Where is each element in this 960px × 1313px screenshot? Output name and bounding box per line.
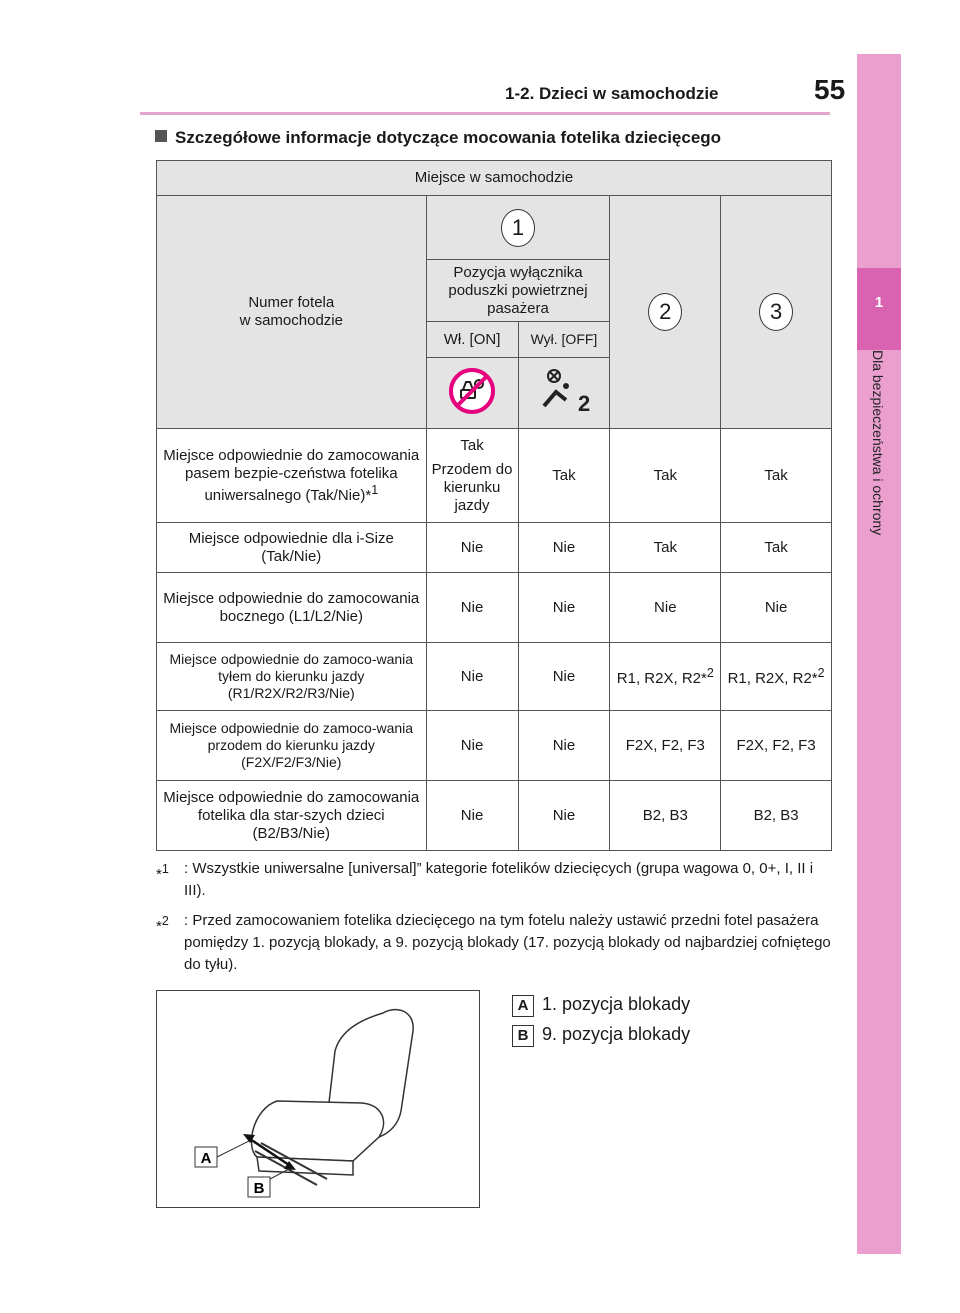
legend-item-a <box>512 994 690 1017</box>
row-1-seat3: Tak <box>721 429 832 523</box>
row-3-seat2: Nie <box>610 573 721 643</box>
side-tab <box>857 54 901 1254</box>
footnote-2: *$^2$ : Przed zamocowaniem fotelika dziecięcego na tym fotelu należy ustawić przedni fotel pasażera pomiędzy 1. pozycją blokady, a 9. pozycją blokady (17. pozycją blokady od najbardziej cofniętego do tyłu). <box>156 912 831 973</box>
seat-2-number: 2 <box>648 293 682 331</box>
seat-number-label: Numer fotela w samochodzie <box>157 196 427 429</box>
row-3-on: Nie <box>426 573 518 643</box>
row-4-label: Miejsce odpowiednie do zamoco-wania tyłem do kierunku jazdy (R1/R2X/R2/R3/Nie) <box>157 643 427 711</box>
section-title <box>155 128 721 148</box>
seat-2-header <box>610 196 721 429</box>
page-number: 55 <box>814 74 846 105</box>
seat-3-header <box>721 196 832 429</box>
chapter-number: 1 <box>874 294 884 311</box>
row-4-off: Nie <box>518 643 610 711</box>
row-2-seat3: Tak <box>721 523 832 573</box>
row-6-off: Nie <box>518 781 610 851</box>
airbag-on-prohibited-icon <box>447 366 497 416</box>
airbag-switch-label: Pozycja wyłącznika poduszki powietrznej pasażera <box>426 260 610 322</box>
row-1-on: Tak Przodem do kierunku jazdy <box>426 429 518 523</box>
row-5-seat2: F2X, F2, F3 <box>610 711 721 781</box>
row-5-label: Miejsce odpowiednie do zamoco-wania przodem do kierunku jazdy (F2X/F2/F3/Nie) <box>157 711 427 781</box>
row-3-label: Miejsce odpowiednie do zamocowania bocznego (L1/L2/Nie) <box>157 573 427 643</box>
car-seat-icon <box>157 991 479 1207</box>
bullet-square-icon <box>155 130 167 142</box>
seat-1-number: 1 <box>501 209 535 247</box>
seat-3-number: 3 <box>759 293 793 331</box>
row-6-on: Nie <box>426 781 518 851</box>
row-5-off: Nie <box>518 711 610 781</box>
switch-on-label: Wł. [ON] <box>426 322 518 358</box>
legend-item-b <box>512 1024 690 1047</box>
section-heading: 1-2. Dzieci w samochodzie <box>505 84 719 103</box>
airbag-on-icon-cell <box>426 358 518 429</box>
illustration-label-b: B <box>253 1180 265 1197</box>
row-1-seat2: Tak <box>610 429 721 523</box>
seat-illustration <box>156 990 480 1208</box>
row-6-label: Miejsce odpowiednie do zamocowania fotelika dla star-szych dzieci (B2/B3/Nie) <box>157 781 427 851</box>
legend-text-a: 1. pozycja blokady <box>542 994 691 1014</box>
footnote-1: *$^1$ : Wszystkie uniwersalne [universal]” kategorie fotelików dziecięcych (grupa wagowa 0, 0+, I, II i III). <box>156 860 814 899</box>
seat-1-header <box>426 196 610 260</box>
row-3-off: Nie <box>518 573 610 643</box>
legend-key-b: B <box>512 1025 534 1047</box>
switch-off-label: Wył. [OFF] <box>518 322 610 358</box>
airbag-off-icon <box>536 366 592 416</box>
row-2-off: Nie <box>518 523 610 573</box>
row-2-seat2: Tak <box>610 523 721 573</box>
row-1-off: Tak <box>518 429 610 523</box>
row-4-on: Nie <box>426 643 518 711</box>
row-3-seat3: Nie <box>721 573 832 643</box>
illustration-label-a: A <box>200 1150 212 1167</box>
row-6-seat2: B2, B3 <box>610 781 721 851</box>
section-title-text: Szczegółowe informacje dotyczące mocowania fotelika dziecięcego <box>175 128 722 147</box>
legend-text-b: 9. pozycja blokady <box>542 1024 691 1044</box>
row-4-seat2: R1, R2X, R2*$^2$ <box>610 643 721 711</box>
row-1-label: Miejsce odpowiednie do zamocowania pasem bezpie-czeństwa fotelika uniwersalnego (Tak/Nie)*$^1$ <box>157 429 427 523</box>
airbag-off-icon-number: 2 <box>577 390 591 416</box>
table-top-header: Miejsce w samochodzie <box>157 161 832 196</box>
row-5-on: Nie <box>426 711 518 781</box>
chapter-title: Dla bezpieczeństwa i ochrony <box>870 350 886 536</box>
child-seat-table <box>156 160 832 851</box>
row-2-on: Nie <box>426 523 518 573</box>
row-4-seat3: R1, R2X, R2*$^2$ <box>721 643 832 711</box>
row-6-seat3: B2, B3 <box>721 781 832 851</box>
row-2-label: Miejsce odpowiednie dla i-Size (Tak/Nie) <box>157 523 427 573</box>
legend-key-a: A <box>512 995 534 1017</box>
header-rule <box>140 112 830 115</box>
row-5-seat3: F2X, F2, F3 <box>721 711 832 781</box>
airbag-off-icon-cell <box>518 358 610 429</box>
